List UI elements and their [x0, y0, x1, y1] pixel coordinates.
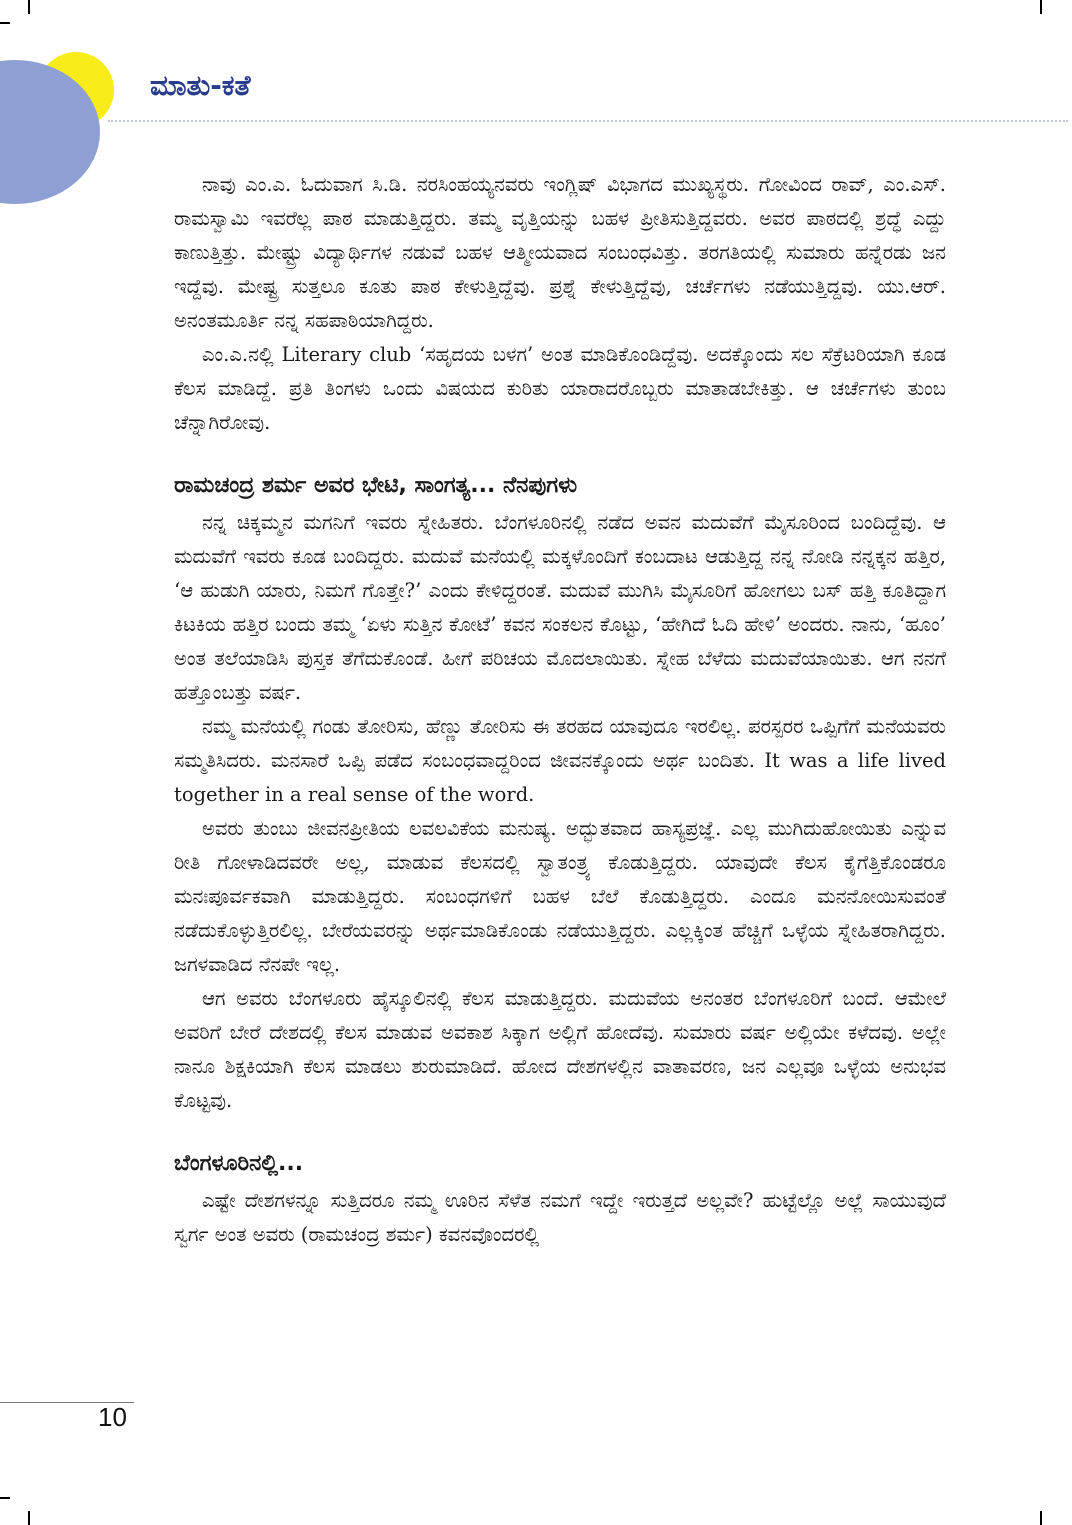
crop-mark: [28, 1511, 30, 1525]
section-title: ಮಾತು-ಕತೆ: [150, 69, 251, 102]
paragraph: ನಮ್ಮ ಮನೆಯಲ್ಲಿ ಗಂಡು ತೋರಿಸು, ಹೆಣ್ಣು ತೋರಿಸು ಈ ತರಹದ ಯಾವುದೂ ಇರಲಿಲ್ಲ. ಪರಸ್ಪರರ ಒಪ್ಪಿಗೆಗೆ ಮನೆಯವರು ಸಮ್ಮತಿಸಿದರು. ಮನಸಾರೆ ಒಪ್ಪಿ ಪಡೆದ ಸಂಬಂಧವಾದ್ದರಿಂದ ಜೀವನಕ್ಕೊಂದು ಅರ್ಥ ಬಂದಿತು. It was a life lived together in a real sense of the word.: [174, 715, 946, 806]
paragraph: ನನ್ನ ಚಿಕ್ಕಮ್ಮನ ಮಗನಿಗೆ ಇವರು ಸ್ನೇಹಿತರು. ಬೆಂಗಳೂರಿನಲ್ಲಿ ನಡೆದ ಅವನ ಮದುವೆಗೆ ಮೈಸೂರಿಂದ ಬಂದಿದ್ದೆವು. ಆ ಮದುವೆಗೆ ಇವರು ಕೂಡ ಬಂದಿದ್ದರು. ಮದುವೆ ಮನೆಯಲ್ಲಿ ಮಕ್ಕಳೊಂದಿಗೆ ಕಂಬದಾಟ ಆಡುತ್ತಿದ್ದ ನನ್ನ ನೋಡಿ ನನ್ನಕ್ಕನ ಹತ್ತಿರ, ‘ಆ ಹುಡುಗಿ ಯಾರು, ನಿಮಗೆ ಗೊತ್ತೇ?’ ಎಂದು ಕೇಳಿದ್ದರಂತೆ. ಮದುವೆ ಮುಗಿಸಿ ಮೈಸೂರಿಗೆ ಹೋಗಲು ಬಸ್ ಹತ್ತಿ ಕೂತಿದ್ದಾಗ ಕಿಟಕಿಯ ಹತ್ತಿರ ಬಂದು ತಮ್ಮ ‘ಏಳು ಸುತ್ತಿನ ಕೋಟೆ’ ಕವನ ಸಂಕಲನ ಕೊಟ್ಟು, ‘ಹೇಗಿದೆ ಓದಿ ಹೇಳಿ’ ಅಂದರು. ನಾನು, ‘ಹೂಂ’ ಅಂತ ತಲೆಯಾಡಿಸಿ ಪುಸ್ತಕ ತೆಗೆದುಕೊಂಡೆ. ಹೀಗೆ ಪರಿಚಯ ಮೊದಲಾಯಿತು. ಸ್ನೇಹ ಬೆಳೆದು ಮದುವೆಯಾಯಿತು. ಆಗ ನನಗೆ ಹತ್ತೊಂಬತ್ತು ವರ್ಷ.: [174, 511, 946, 704]
article-body: [174, 168, 946, 1388]
crop-mark: [0, 22, 10, 24]
crop-mark: [0, 1497, 10, 1499]
crop-mark: [1040, 1511, 1042, 1525]
paragraph: ಎಂ.ಎ.ನಲ್ಲಿ Literary club ‘ಸಹೃದಯ ಬಳಗ’ ಅಂತ ಮಾಡಿಕೊಂಡಿದ್ದೆವು. ಅದಕ್ಕೊಂದು ಸಲ ಸೆಕ್ರೆಟರಿಯಾಗಿ ಕೂಡ ಕೆಲಸ ಮಾಡಿದ್ದೆ. ಪ್ರತಿ ತಿಂಗಳು ಒಂದು ವಿಷಯದ ಕುರಿತು ಯಾರಾದರೊಬ್ಬರು ಮಾತಾಡಬೇಕಿತ್ತು. ಆ ಚರ್ಚೆಗಳು ತುಂಬ ಚೆನ್ನಾಗಿರೋವು.: [174, 343, 946, 434]
section-heading: ಬೆಂಗಳೂರಿನಲ್ಲಿ...: [174, 1151, 304, 1176]
page-number: 10: [98, 1402, 127, 1432]
section-heading: ರಾಮಚಂದ್ರ ಶರ್ಮ ಅವರ ಭೇಟಿ, ಸಾಂಗತ್ಯ... ನೆನಪುಗಳು: [174, 473, 578, 498]
paragraph: ಆಗ ಅವರು ಬೆಂಗಳೂರು ಹೈಸ್ಕೂಲಿನಲ್ಲಿ ಕೆಲಸ ಮಾಡುತ್ತಿದ್ದರು. ಮದುವೆಯ ಅನಂತರ ಬೆಂಗಳೂರಿಗೆ ಬಂದೆ. ಆಮೇಲೆ ಅವರಿಗೆ ಬೇರೆ ದೇಶದಲ್ಲಿ ಕೆಲಸ ಮಾಡುವ ಅವಕಾಶ ಸಿಕ್ಕಾಗ ಅಲ್ಲಿಗೆ ಹೋದೆವು. ಸುಮಾರು ವರ್ಷ ಅಲ್ಲಿಯೇ ಕಳೆದವು. ಅಲ್ಲೇ ನಾನೂ ಶಿಕ್ಷಕಿಯಾಗಿ ಕೆಲಸ ಮಾಡಲು ಶುರುಮಾಡಿದೆ. ಹೋದ ದೇಶಗಳಲ್ಲಿನ ವಾತಾವರಣ, ಜನ ಎಲ್ಲವೂ ಒಳ್ಳೆಯ ಅನುಭವ ಕೊಟ್ಟವು.: [174, 987, 946, 1112]
header-dotted-rule: [108, 120, 1068, 122]
crop-mark: [1040, 0, 1042, 14]
paragraph: ಅವರು ತುಂಬು ಜೀವನಪ್ರೀತಿಯ ಲವಲವಿಕೆಯ ಮನುಷ್ಯ. ಅದ್ಭುತವಾದ ಹಾಸ್ಯಪ್ರಜ್ಞೆ. ಎಲ್ಲ ಮುಗಿದುಹೋಯಿತು ಎನ್ನುವ ರೀತಿ ಗೋಳಾಡಿದವರೇ ಅಲ್ಲ, ಮಾಡುವ ಕೆಲಸದಲ್ಲಿ ಸ್ವಾತಂತ್ರ್ಯ ಕೊಡುತ್ತಿದ್ದರು. ಯಾವುದೇ ಕೆಲಸ ಕೈಗೆತ್ತಿಕೊಂಡರೂ ಮನಃಪೂರ್ವಕವಾಗಿ ಮಾಡುತ್ತಿದ್ದರು. ಸಂಬಂಧಗಳಿಗೆ ಬಹಳ ಬೆಲೆ ಕೊಡುತ್ತಿದ್ದರು. ಎಂದೂ ಮನನೋಯಿಸುವಂತೆ ನಡೆದುಕೊಳ್ಳುತ್ತಿರಲಿಲ್ಲ. ಬೇರೆಯವರನ್ನು ಅರ್ಥಮಾಡಿಕೊಂಡು ನಡೆಯುತ್ತಿದ್ದರು. ಎಲ್ಲಕ್ಕಿಂತ ಹೆಚ್ಚಿಗೆ ಒಳ್ಳೆಯ ಸ್ನೇಹಿತರಾಗಿದ್ದರು. ಜಗಳವಾಡಿದ ನೆನಪೇ ಇಲ್ಲ.: [174, 817, 946, 976]
crop-mark: [28, 0, 30, 14]
paragraph: ನಾವು ಎಂ.ಎ. ಓದುವಾಗ ಸಿ.ಡಿ. ನರಸಿಂಹಯ್ಯನವರು ಇಂಗ್ಲಿಷ್ ವಿಭಾಗದ ಮುಖ್ಯಸ್ಥರು. ಗೋವಿಂದ ರಾವ್, ಎಂ.ಎಸ್. ರಾಮಸ್ವಾಮಿ ಇವರೆಲ್ಲ ಪಾಠ ಮಾಡುತ್ತಿದ್ದರು. ತಮ್ಮ ವೃತ್ತಿಯನ್ನು ಬಹಳ ಪ್ರೀತಿಸುತ್ತಿದ್ದವರು. ಅವರ ಪಾಠದಲ್ಲಿ ಶ್ರದ್ಧೆ ಎದ್ದು ಕಾಣುತ್ತಿತ್ತು. ಮೇಷ್ಟ್ರು ವಿದ್ಯಾರ್ಥಿಗಳ ನಡುವೆ ಬಹಳ ಆತ್ಮೀಯವಾದ ಸಂಬಂಧವಿತ್ತು. ತರಗತಿಯಲ್ಲಿ ಸುಮಾರು ಹನ್ನೆರಡು ಜನ ಇದ್ದೆವು. ಮೇಷ್ಟ್ರ ಸುತ್ತಲೂ ಕೂತು ಪಾಠ ಕೇಳುತ್ತಿದ್ದೆವು. ಪ್ರಶ್ನೆ ಕೇಳುತ್ತಿದ್ದೆವು, ಚರ್ಚೆಗಳು ನಡೆಯುತ್ತಿದ್ದವು. ಯು.ಆರ್. ಅನಂತಮೂರ್ತಿ ನನ್ನ ಸಹಪಾಠಿಯಾಗಿದ್ದರು.: [174, 173, 946, 332]
paragraph: ಎಷ್ಟೇ ದೇಶಗಳನ್ನೂ ಸುತ್ತಿದರೂ ನಮ್ಮ ಊರಿನ ಸೆಳೆತ ನಮಗೆ ಇದ್ದೇ ಇರುತ್ತದೆ ಅಲ್ಲವೇ? ಹುಟ್ಟೆಲ್ಲೊ ಅಲ್ಲೆ ಸಾಯುವುದೆ ಸ್ವರ್ಗ ಅಂತ ಅವರು (ರಾಮಚಂದ್ರ ಶರ್ಮ) ಕವನವೊಂದರಲ್ಲಿ: [174, 1189, 946, 1246]
